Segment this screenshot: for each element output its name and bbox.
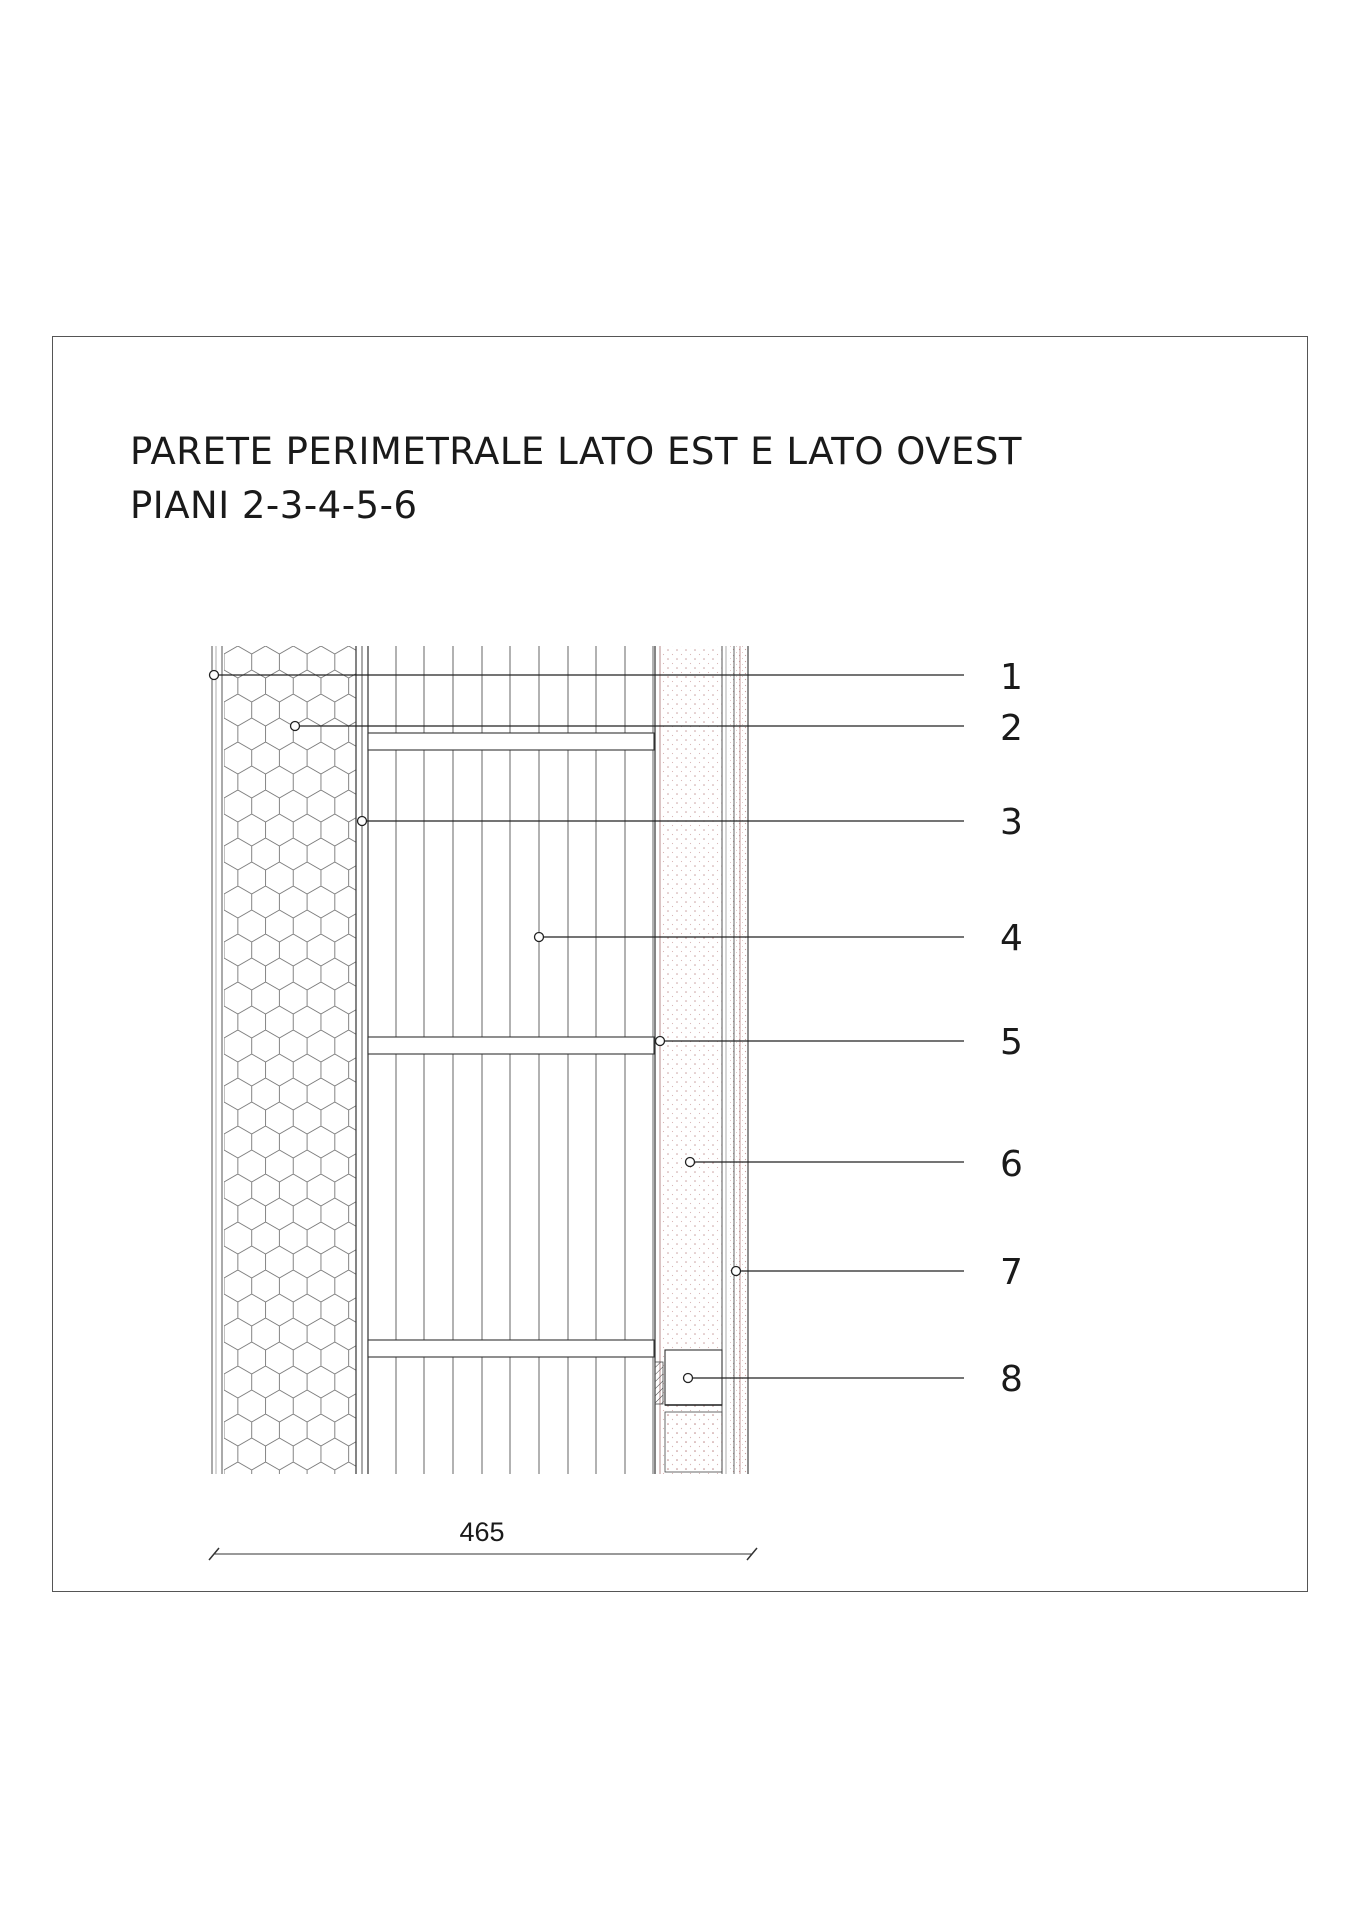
- callout-8: 8: [1000, 1359, 1023, 1400]
- callout-4: 4: [1000, 918, 1023, 959]
- leader-dot-3: [358, 817, 367, 826]
- callout-3: 3: [1000, 802, 1023, 843]
- leader-dot-4: [535, 933, 544, 942]
- leader-dot-8: [684, 1374, 693, 1383]
- callout-5: 5: [1000, 1022, 1023, 1063]
- drawing-subtitle: PIANI 2-3-4-5-6: [130, 484, 418, 527]
- leader-dot-2: [291, 722, 300, 731]
- drawing-title: PARETE PERIMETRALE LATO EST E LATO OVEST: [130, 430, 1022, 473]
- dimension-label: 465: [459, 1517, 505, 1547]
- layer-3-board: [362, 646, 368, 1474]
- callout-7: 7: [1000, 1252, 1023, 1293]
- horizontal-battens: [368, 733, 654, 1357]
- callout-1: 1: [1000, 657, 1023, 698]
- layer-1-exterior-skin: [212, 646, 222, 1474]
- leader-dot-6: [686, 1158, 695, 1167]
- leader-dot-1: [210, 671, 219, 680]
- dimension-line: [209, 1548, 757, 1560]
- callout-6: 6: [1000, 1144, 1023, 1185]
- leader-dot-5: [656, 1037, 665, 1046]
- callout-numbers: [1000, 657, 1023, 1400]
- layer-5-membrane: [655, 646, 660, 1474]
- leader-dot-7: [732, 1267, 741, 1276]
- layer-7-interior-lining: [728, 646, 748, 1474]
- callout-2: 2: [1000, 708, 1023, 749]
- layer-2-hexagonal-insulation: [224, 646, 356, 1474]
